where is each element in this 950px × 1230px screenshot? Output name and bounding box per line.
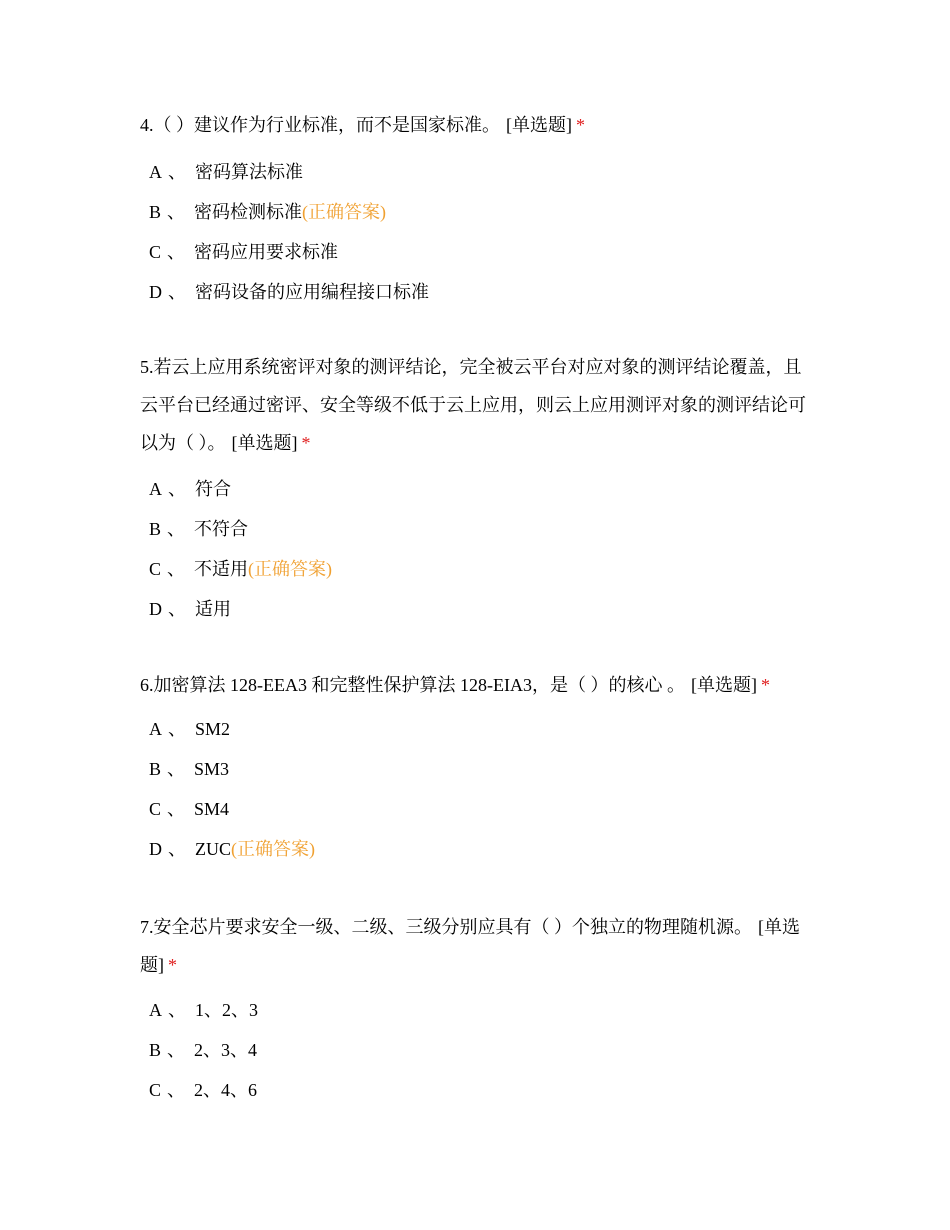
option-separator: 、 [168, 719, 186, 739]
option-separator: 、 [167, 1080, 186, 1100]
option-a[interactable] [140, 152, 812, 192]
question-type: [单选题] [231, 433, 298, 453]
option-separator: 、 [168, 162, 186, 182]
option-text: 2、4、6 [194, 1080, 258, 1100]
option-letter: D [149, 599, 162, 619]
option-letter: C [149, 1080, 162, 1100]
question-4 [140, 106, 812, 312]
question-title [140, 666, 812, 704]
required-mark: * [760, 675, 770, 695]
question-5 [140, 348, 812, 629]
option-letter: A [149, 162, 162, 182]
option-letter: C [149, 242, 162, 262]
option-list [140, 469, 812, 629]
option-text: 适用 [195, 599, 231, 619]
option-separator: 、 [167, 759, 186, 779]
option-separator: 、 [168, 839, 186, 859]
required-mark: * [576, 115, 585, 135]
option-separator: 、 [167, 242, 186, 262]
correct-answer-label: (正确答案) [302, 202, 387, 222]
option-separator: 、 [167, 1040, 186, 1060]
option-text: 2、3、4 [194, 1040, 258, 1060]
question-type: [单选题] [506, 115, 572, 135]
option-letter: A [149, 1000, 162, 1020]
question-type: [单选题] [140, 917, 800, 975]
option-text: 密码应用要求标准 [194, 242, 339, 262]
option-list [140, 990, 812, 1110]
question-text: 4.（ ）建议作为行业标准，而不是国家标准。 [140, 115, 500, 135]
option-c[interactable] [140, 1070, 812, 1110]
option-letter: D [149, 282, 162, 302]
option-text: 1、2、3 [195, 1000, 258, 1020]
option-letter: C [149, 559, 162, 579]
option-text: SM4 [194, 799, 230, 819]
option-letter: D [149, 839, 162, 859]
option-text: 密码设备的应用编程接口标准 [195, 282, 429, 302]
option-letter: A [149, 719, 162, 739]
option-text: SM3 [194, 759, 230, 779]
question-text: 7.安全芯片要求安全一级、二级、三级分别应具有（ ）个独立的物理随机源。 [140, 917, 752, 937]
option-text: 不符合 [194, 519, 249, 539]
option-text: 符合 [195, 479, 231, 499]
option-text: ZUC [195, 839, 231, 859]
option-letter: A [149, 479, 162, 499]
option-b[interactable] [140, 1030, 812, 1070]
correct-answer-label: (正确答案) [231, 839, 315, 859]
option-letter: B [149, 1040, 162, 1060]
option-letter: B [149, 519, 162, 539]
option-separator: 、 [167, 799, 186, 819]
option-text: 不适用 [194, 559, 249, 579]
required-mark: * [168, 955, 177, 975]
option-separator: 、 [167, 559, 186, 579]
option-d[interactable] [140, 272, 812, 312]
option-separator: 、 [167, 519, 186, 539]
option-separator: 、 [168, 479, 186, 499]
option-text: 密码检测标准 [194, 202, 303, 222]
option-separator: 、 [168, 282, 186, 302]
option-c[interactable] [140, 232, 812, 272]
option-b[interactable] [140, 509, 812, 549]
option-c[interactable] [140, 789, 812, 829]
question-7 [140, 908, 812, 1110]
question-6 [140, 666, 812, 869]
option-a[interactable] [140, 990, 812, 1030]
option-separator: 、 [168, 599, 186, 619]
option-letter: C [149, 799, 162, 819]
option-list [140, 152, 812, 312]
correct-answer-label: (正确答案) [248, 559, 333, 579]
option-separator: 、 [168, 1000, 186, 1020]
option-b[interactable] [140, 192, 812, 232]
question-text: 5.若云上应用系统密评对象的测评结论，完全被云平台对应对象的测评结论覆盖，且云平台已经通过密评、安全等级不低于云上应用，则云上应用测评对象的测评结论可以为（ ）。 [140, 357, 806, 453]
question-title [140, 106, 812, 144]
option-letter: B [149, 202, 162, 222]
option-letter: B [149, 759, 162, 779]
option-separator: 、 [167, 202, 186, 222]
question-title [140, 908, 812, 984]
option-c[interactable] [140, 549, 812, 589]
option-d[interactable] [140, 829, 812, 869]
question-title [140, 348, 812, 462]
option-d[interactable] [140, 589, 812, 629]
option-a[interactable] [140, 469, 812, 509]
option-text: 密码算法标准 [195, 162, 303, 182]
option-text: SM2 [195, 719, 231, 739]
question-type: [单选题] [690, 675, 757, 695]
option-a[interactable] [140, 709, 812, 749]
option-b[interactable] [140, 749, 812, 789]
required-mark: * [301, 433, 311, 453]
question-text: 6.加密算法 128-EEA3 和完整性保护算法 128-EIA3，是（ ）的核心 。 [140, 675, 685, 695]
option-list [140, 709, 812, 869]
